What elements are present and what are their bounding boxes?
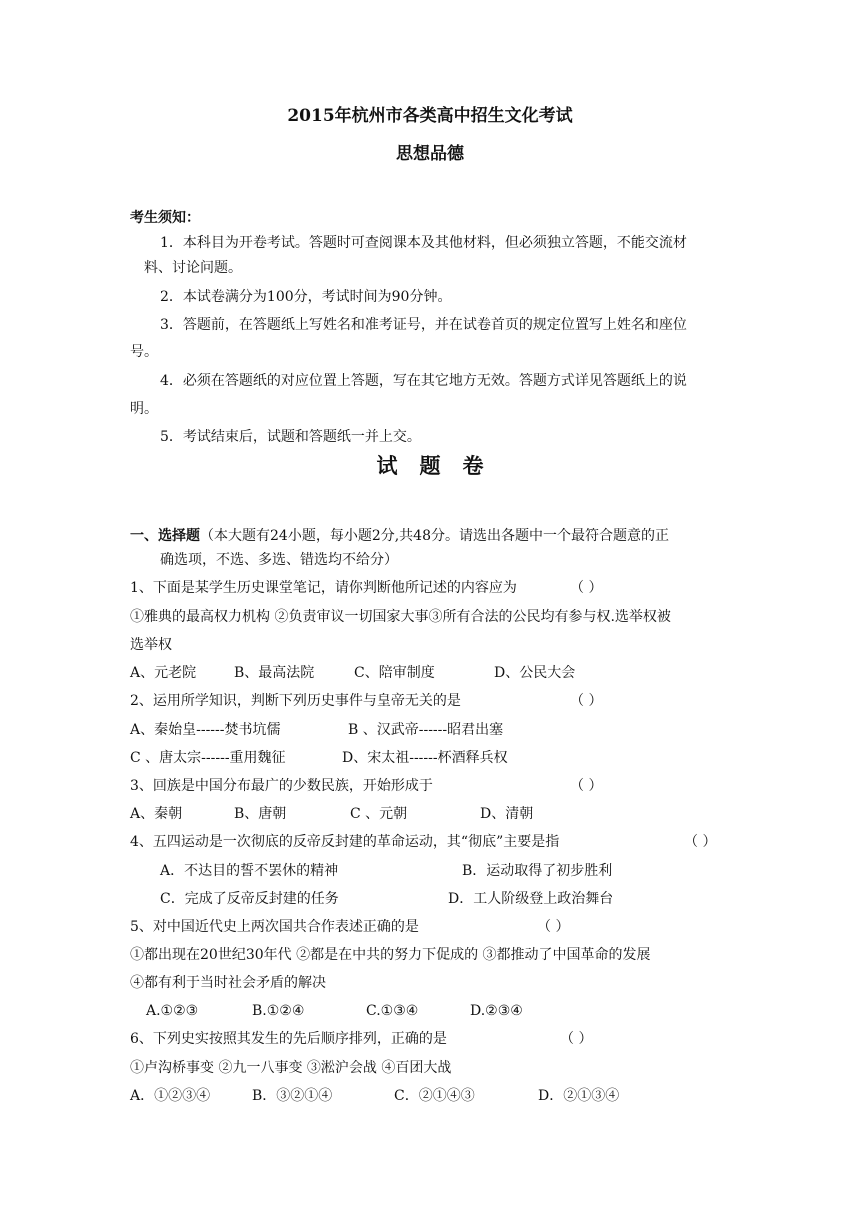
question-1-option-c: C、陪审制度: [354, 665, 435, 681]
question-1-option-a: A、元老院: [130, 665, 197, 681]
notice-item-1: 1．本科目为开卷考试。答题时可查阅课本及其他材料，但必须独立答题，不能交流材: [160, 235, 687, 251]
question-4-answer-bracket: （ ）: [684, 834, 717, 850]
question-6-option-c: C．②①④③: [394, 1088, 475, 1104]
question-6-option-a: A．①②③④: [130, 1088, 211, 1104]
question-1-material-cont: 选举权: [130, 637, 172, 653]
question-1-material: ①雅典的最高权力机构 ②负责审议一切国家大事③所有合法的公民均有参与权.选举权被: [130, 609, 671, 625]
exam-title: 2015年杭州市各类高中招生文化考试: [287, 106, 573, 126]
question-6-option-b: B．③②①④: [252, 1088, 333, 1104]
question-2-option-a: A、秦始皇------焚书坑儒: [130, 722, 281, 738]
question-5-option-a: A.①②③: [146, 1003, 199, 1019]
question-2-option-d: D、宋太祖------杯酒释兵权: [342, 750, 508, 766]
question-6-answer-bracket: （ ）: [560, 1031, 593, 1047]
paper-title: 试题卷: [376, 453, 506, 478]
question-6-option-d: D．②①③④: [538, 1088, 620, 1104]
question-3-option-a: A、秦朝: [130, 806, 183, 822]
question-5-option-d: D.②③④: [470, 1003, 523, 1019]
question-1-option-b: B、最高法院: [234, 665, 315, 681]
question-2-answer-bracket: （ ）: [570, 693, 603, 709]
question-1-option-d: D、公民大会: [494, 665, 576, 681]
notice-item-2: 2．本试卷满分为100分，考试时间为90分钟。: [160, 289, 452, 305]
question-4-option-b: B．运动取得了初步胜利: [462, 863, 613, 879]
question-3-option-d: D、清朝: [480, 806, 534, 822]
question-4-option-d: D．工人阶级登上政治舞台: [448, 891, 614, 907]
question-1-answer-bracket: （ ）: [570, 580, 603, 596]
question-2-option-c: C 、唐太宗------重用魏征: [130, 750, 286, 766]
question-4-option-c: C．完成了反帝反封建的任务: [160, 891, 339, 907]
notice-item-3: 3．答题前，在答题纸上写姓名和准考证号，并在试卷首页的规定位置写上姓名和座位: [160, 317, 687, 333]
section-1-heading: 一、选择题: [130, 528, 200, 544]
question-5-answer-bracket: （ ）: [537, 919, 570, 935]
section-1-desc: （本大题有24小题，每小题2分,共48分。请选出各题中一个最符合题意的正: [200, 528, 669, 544]
question-5-stem: 5、对中国近代史上两次国共合作表述正确的是: [130, 919, 419, 935]
question-5-option-b: B.①②④: [252, 1003, 305, 1019]
question-4-stem: 4、五四运动是一次彻底的反帝反封建的革命运动，其“彻底”主要是指: [130, 834, 560, 850]
question-5-material: ①都出现在20世纪30年代 ②都是在中共的努力下促成的 ③都推动了中国革命的发展: [130, 947, 651, 963]
question-4-option-a: A．不达目的誓不罢休的精神: [160, 863, 339, 879]
question-3-option-c: C 、元朝: [350, 806, 408, 822]
section-1-header: [130, 526, 669, 546]
question-1-stem: 1、下面是某学生历史课堂笔记，请你判断他所记述的内容应为: [130, 580, 517, 596]
notice-item-3-cont: 号。: [130, 344, 158, 360]
question-6-stem: 6、下列史实按照其发生的先后顺序排列，正确的是: [130, 1031, 447, 1047]
notice-heading: 考生须知：: [130, 210, 200, 226]
notice-item-4: 4．必须在答题纸的对应位置上答题，写在其它地方无效。答题方式详见答题纸上的说: [160, 373, 687, 389]
section-1-desc-cont: 确选项，不选、多选、错选均不给分）: [160, 552, 398, 568]
question-5-material-cont: ④都有利于当时社会矛盾的解决: [130, 975, 326, 991]
question-5-option-c: C.①③④: [366, 1003, 419, 1019]
exam-subject: 思想品德: [396, 144, 464, 164]
question-3-answer-bracket: （ ）: [570, 778, 603, 794]
notice-item-1-cont: 料、讨论问题。: [144, 260, 242, 276]
notice-item-4-cont: 明。: [130, 401, 158, 417]
question-2-stem: 2、运用所学知识，判断下列历史事件与皇帝无关的是: [130, 693, 461, 709]
question-3-option-b: B、唐朝: [234, 806, 287, 822]
question-2-option-b: B 、汉武帝------昭君出塞: [348, 722, 504, 738]
question-3-stem: 3、回族是中国分布最广的少数民族，开始形成于: [130, 778, 433, 794]
question-6-material: ①卢沟桥事变 ②九一八事变 ③淞沪会战 ④百团大战: [130, 1060, 452, 1076]
notice-item-5: 5．考试结束后，试题和答题纸一并上交。: [160, 429, 421, 445]
